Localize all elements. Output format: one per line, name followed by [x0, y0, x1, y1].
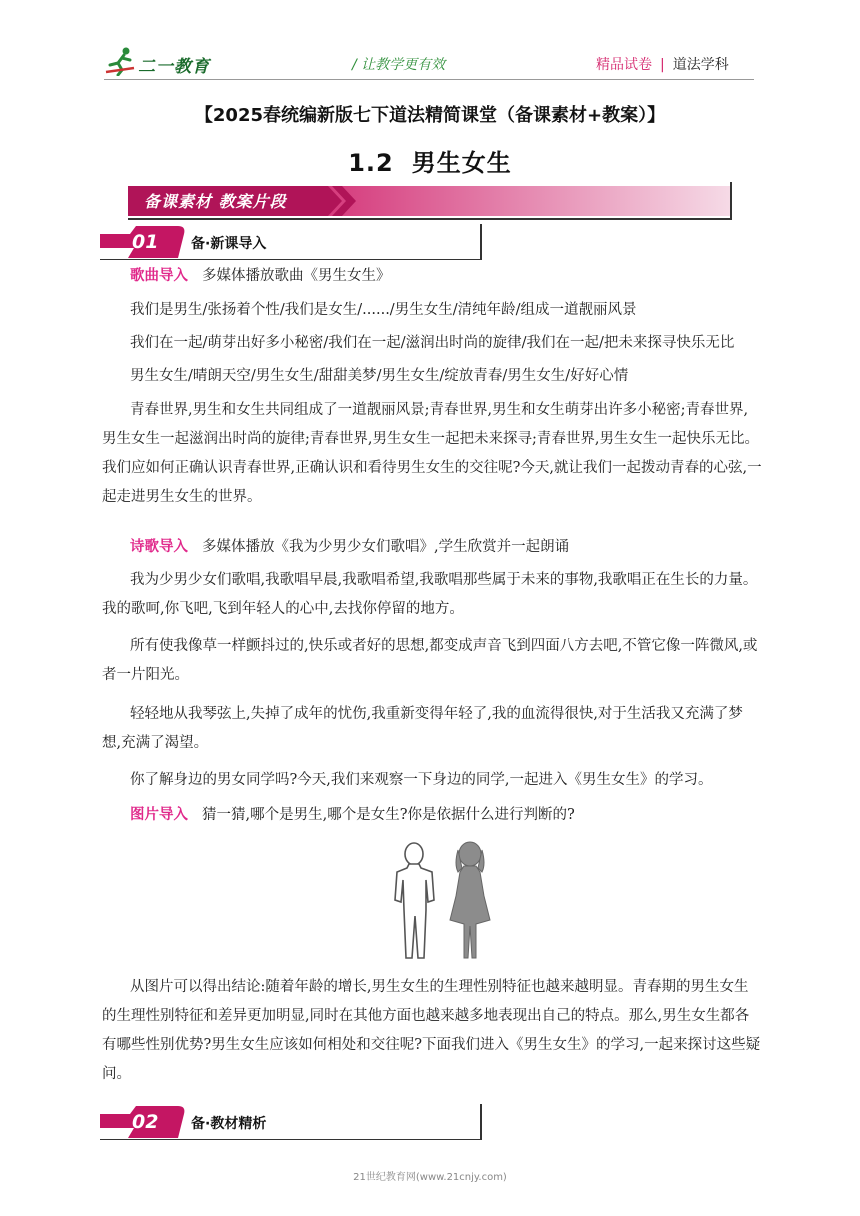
banner-label: 备课素材 教案片段 — [144, 192, 287, 211]
section-rule-vertical — [480, 224, 482, 260]
conclusion-paragraph: 从图片可以得出结论:随着年龄的增长,男生女生的生理性别特征也越来越明显。青春期的男生女生的生理性别特征和差异更加明显,同时在其他方面也越来越多地表现出自己的特点。那么,男生女生都各有哪些性别优势?男生女生应该如何相处和交往呢?下面我们进入《男生女生》的学习,一起来探讨这些疑问。 — [102, 979, 761, 1082]
banner-rule-right — [730, 182, 732, 220]
lesson-title — [0, 143, 860, 178]
poem-stanza-1: 我为少男少女们歌唱,我歌唱早晨,我歌唱希望,我歌唱那些属于未来的事物,我歌唱正在生长的力量。我的歌呵,你飞吧,飞到年轻人的心中,去找你停留的地方。 — [102, 572, 758, 617]
logo-text: 二一教育 — [138, 57, 210, 77]
boy-girl-silhouette-image — [388, 840, 506, 962]
lesson-number: 1.2 — [348, 149, 394, 177]
header-right — [596, 54, 729, 74]
section-name: 备·新课导入 — [191, 236, 267, 252]
poem-tag: 诗歌导入 — [130, 539, 188, 555]
song-intro: 多媒体播放歌曲《男生女生》 — [202, 268, 391, 284]
section-header-01 — [100, 224, 482, 260]
section-rule-horizontal — [100, 259, 482, 260]
header-separator: | — [660, 57, 665, 73]
section-number: 02 — [132, 1111, 159, 1133]
section-rule-vertical — [480, 1104, 482, 1140]
song-tag: 歌曲导入 — [130, 268, 188, 284]
lyric-line-1: 我们是男生/张扬着个性/我们是女生/....../男生女生/清纯年龄/组成一道靓丽风景 — [130, 302, 637, 318]
material-banner — [128, 182, 732, 220]
banner-rule-bottom — [128, 218, 732, 220]
runner-logo-icon — [104, 46, 138, 76]
page-footer: 21世纪教育网(www.21cnjy.com) — [353, 1172, 507, 1183]
song-paragraph: 青春世界,男生和女生共同组成了一道靓丽风景;青春世界,男生和女生萌芽出许多小秘密;青春世界,男生女生一起滋润出时尚的旋律;青春世界,男生女生一起把未来探寻;青春世界,男生女生一起快乐无比。我们应如何正确认识青春世界,正确认识和看待男生女生的交往呢?今天,就让我们一起拨动青春的心弦,一起走进男生女生的世界。 — [102, 402, 762, 505]
header-subject: 道法学科 — [672, 57, 729, 73]
boy-girl-figure — [388, 840, 506, 962]
header-badge: 精品试卷 — [596, 57, 652, 73]
section-header-02 — [100, 1104, 482, 1140]
lesson-name: 男生女生 — [411, 149, 512, 177]
poem-stanza-3: 轻轻地从我琴弦上,失掉了成年的忧伤,我重新变得年轻了,我的血流得很快,对于生活我又充满了梦想,充满了渴望。 — [102, 706, 743, 751]
picture-intro: 猜一猜,哪个是男生,哪个是女生?你是依据什么进行判断的? — [202, 807, 575, 823]
section-number: 01 — [132, 231, 159, 253]
document-title: 【2025春统编新版七下道法精简课堂（备课素材+教案）】 — [194, 105, 666, 126]
section-rule-horizontal — [100, 1139, 482, 1140]
lyric-line-3: 男生女生/晴朗天空/男生女生/甜甜美梦/男生女生/绽放青春/男生女生/好好心情 — [130, 368, 629, 384]
section-name: 备·教材精析 — [191, 1116, 267, 1132]
picture-tag: 图片导入 — [130, 807, 188, 823]
picture-intro-line — [130, 801, 760, 830]
poem-stanza-2: 所有使我像草一样颤抖过的,快乐或者好的思想,都变成声音飞到四面八方去吧,不管它像一阵微风,或者一片阳光。 — [102, 638, 758, 683]
poem-closing: 你了解身边的男女同学吗?今天,我们来观察一下身边的同学,一起进入《男生女生》的学习。 — [130, 772, 713, 788]
header-slogan: / 让教学更有效 — [352, 57, 446, 73]
poem-intro-line — [130, 533, 760, 562]
lyric-line-2: 我们在一起/萌芽出好多小秘密/我们在一起/滋润出时尚的旋律/我们在一起/把未来探寻快乐无比 — [130, 335, 735, 351]
song-intro-line — [130, 262, 760, 291]
brand-logo — [104, 46, 234, 80]
poem-intro: 多媒体播放《我为少男少女们歌唱》,学生欣赏并一起朗诵 — [202, 539, 570, 555]
header-divider — [104, 79, 754, 80]
